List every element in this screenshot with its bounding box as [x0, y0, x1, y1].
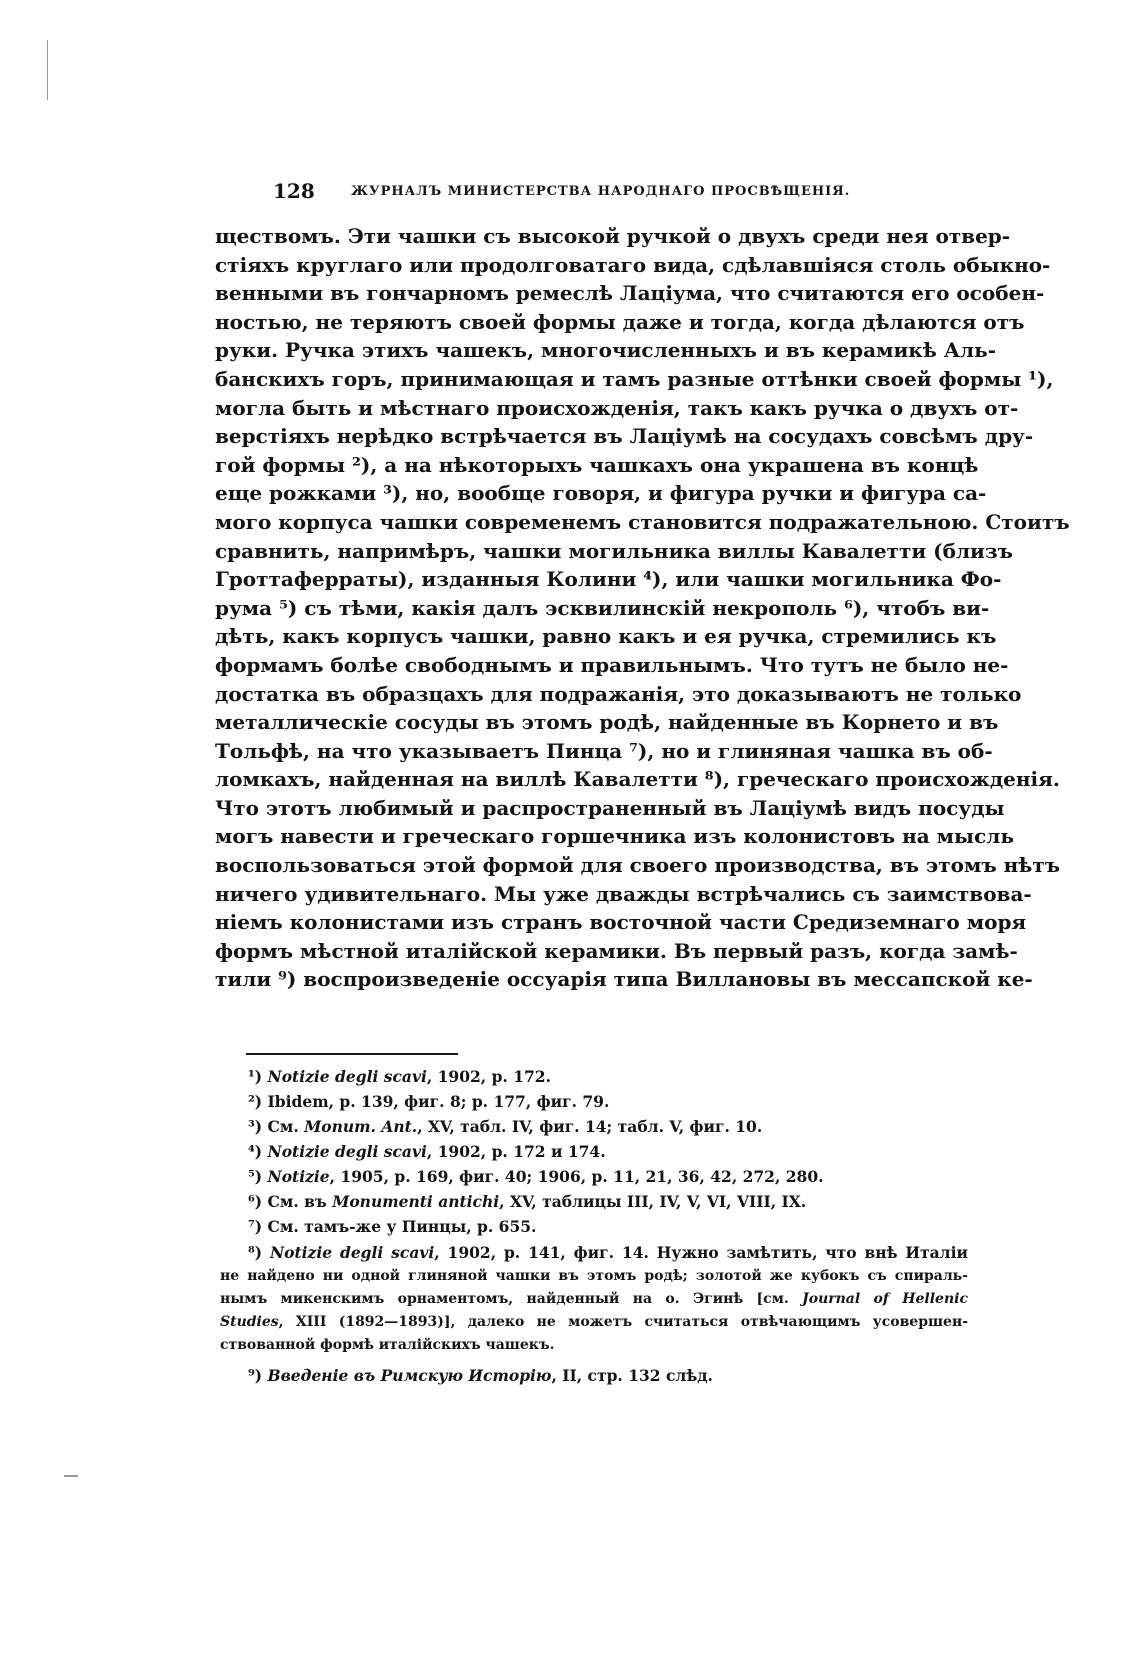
footnote-marker: ⁶)	[248, 1192, 263, 1211]
text-line: достатка въ образцахъ для подражанія, это доказываютъ не только	[215, 681, 1022, 706]
text-line: верстіяхъ нерѣдко встрѣчается въ Лаціумѣ на сосудахъ совсѣмъ дру-	[215, 424, 1034, 449]
citation-detail: , XV, таблицы III, IV, V, VI, VIII, IX.	[499, 1192, 807, 1211]
citation-title: Monum. Ant.	[304, 1117, 418, 1136]
citation-detail: , 1902, p. 141, фиг. 14. Нужно замѣтить, что внѣ Италіи	[434, 1243, 968, 1262]
text-line: руки. Ручка этихъ чашекъ, многочисленныхъ и въ керамикѣ Аль-	[215, 338, 997, 363]
footnote-divider	[246, 1053, 458, 1055]
footnote-line: не найдено ни одной глиняной чашки въ этомъ родѣ; золотой же кубокъ съ спираль-	[220, 1268, 968, 1284]
footnote-7	[248, 1214, 968, 1239]
text-line: ностью, не теряютъ своей формы даже и тогда, когда дѣлаются отъ	[215, 309, 1025, 334]
footnote-line: ствованной формѣ италійскихъ чашекъ.	[220, 1337, 555, 1353]
text-line: гой формы ²), а на нѣкоторыхъ чашкахъ она украшена въ концѣ	[215, 452, 979, 477]
text-line: могла быть и мѣстнаго происхожденія, такъ какъ ручка о двухъ от-	[215, 395, 1019, 420]
footnotes	[220, 1064, 968, 1388]
citation-detail: , 1902, p. 172.	[426, 1067, 551, 1086]
footnote-3	[248, 1114, 968, 1139]
text-line: металлическіе сосуды въ этомъ родѣ, найденные въ Корнето и въ	[215, 710, 999, 735]
page-number: 128	[273, 179, 315, 203]
citation-title: Monumenti antichi	[332, 1192, 500, 1211]
citation-title: Notizie degli scavi	[267, 1142, 427, 1161]
text-line: венными въ гончарномъ ремеслѣ Лаціума, что считаются его особен-	[215, 281, 1045, 306]
citation-title: Введеніе въ Римскую Исторію	[267, 1366, 552, 1385]
text-line: могъ навести и греческаго горшечника изъ колонистовъ на мысль	[215, 824, 1014, 849]
footnote-line	[220, 1288, 968, 1311]
text-line: банскихъ горъ, принимающая и тамъ разные оттѣнки своей формы ¹),	[215, 366, 1054, 391]
citation-detail: , XIII (1892—1893)], далеко не можетъ считаться отвѣчающимъ усовершен-	[278, 1314, 968, 1330]
citation-detail: , II, стр. 132 слѣд.	[551, 1366, 713, 1385]
footnote-6	[248, 1189, 968, 1214]
footnote-line	[248, 1240, 968, 1265]
citation-title: Notizie degli scavi	[270, 1243, 435, 1262]
page-header	[209, 176, 969, 208]
footnote-4	[248, 1139, 968, 1164]
citation-detail: , 1905, p. 169, фиг. 40; 1906, p. 11, 21, 36, 42, 272, 280.	[329, 1167, 824, 1186]
citation-detail: нымъ микенскимъ орнаментомъ, найденный на о. Эгинѣ [см.	[220, 1291, 803, 1307]
text-line: ломкахъ, найденная на виллѣ Кавалетти ⁸), греческаго происхожденія.	[215, 767, 1060, 792]
citation-title: Notizie degli scavi	[267, 1067, 427, 1086]
citation-title: Notizie	[267, 1167, 330, 1186]
text-line: ніемъ колонистами изъ странъ восточной части Средиземнаго моря	[215, 910, 1027, 935]
text-line: Тольфѣ, на что указываетъ Пинца ⁷), но и глиняная чашка въ об-	[215, 738, 993, 763]
footnote-1	[248, 1064, 968, 1089]
text-line: воспользоваться этой формой для своего производства, въ этомъ нѣтъ	[215, 853, 1061, 878]
footnote-continuation	[220, 1265, 968, 1357]
footnote-9	[248, 1363, 968, 1388]
footnote-marker: ⁹)	[248, 1366, 263, 1385]
body-text	[215, 222, 1070, 994]
footnote-marker: ⁸)	[248, 1243, 263, 1262]
footnote-2	[248, 1089, 968, 1114]
text-line: стіяхъ круглаго или продолговатаго вида, сдѣлавшіяся столь обыкно-	[215, 252, 1051, 277]
footnote-line	[220, 1311, 968, 1334]
footnote-marker: ³)	[248, 1117, 263, 1136]
citation-detail: Ibidem, p. 139, фиг. 8; p. 177, фиг. 79.	[267, 1092, 610, 1111]
scan-margin-mark	[47, 40, 48, 100]
footnote-marker: ⁴)	[248, 1142, 263, 1161]
footnote-5	[248, 1164, 968, 1189]
running-title: ЖУРНАЛЪ МИНИСТЕРСТВА НАРОДНАГО ПРОСВѢЩЕНІЯ.	[351, 184, 851, 199]
citation-detail: , 1902, p. 172 и 174.	[426, 1142, 606, 1161]
text-line: рума ⁵) съ тѣми, какія далъ эсквилинскій некрополь ⁶), чтобъ ви-	[215, 595, 990, 620]
citation-title: Journal of Hellenic	[802, 1291, 968, 1307]
citation-prefix: См. въ	[267, 1192, 333, 1211]
citation-detail: , XV, табл. IV, фиг. 14; табл. V, фиг. 10.	[417, 1117, 763, 1136]
citation-prefix: См.	[267, 1117, 305, 1136]
text-line: дѣть, какъ корпусъ чашки, равно какъ и ея ручка, стремились къ	[215, 624, 997, 649]
text-line: Что этотъ любимый и распространенный въ Лаціумѣ видъ посуды	[215, 795, 1005, 820]
footnote-marker: ²)	[248, 1092, 263, 1111]
citation-title: Studies	[220, 1314, 279, 1330]
text-line: еще рожками ³), но, вообще говоря, и фигура ручки и фигура са-	[215, 481, 987, 506]
text-line: ществомъ. Эти чашки съ высокой ручкой о двухъ среди нея отвер-	[215, 224, 1011, 248]
text-line: формъ мѣстной италійской керамики. Въ первый разъ, когда замѣ-	[215, 938, 1018, 963]
text-line: тили ⁹) воспроизведеніе оссуарія типа Виллановы въ мессапской ке-	[215, 967, 1033, 992]
footnote-marker: ⁵)	[248, 1167, 263, 1186]
citation-detail: См. тамъ-же у Пинцы, p. 655.	[267, 1217, 537, 1236]
text-line: формамъ болѣе свободнымъ и правильнымъ. Что тутъ не было не-	[215, 652, 1009, 677]
text-line: сравнить, напримѣръ, чашки могильника виллы Кавалетти (близъ	[215, 538, 1013, 563]
footnote-8	[220, 1240, 968, 1357]
text-line: Гроттаферраты), изданныя Колини ⁴), или чашки могильника Фо-	[215, 567, 1002, 592]
footnote-marker: ¹)	[248, 1067, 263, 1086]
text-line: мого корпуса чашки современемъ становится подражательною. Стоитъ	[215, 509, 1070, 534]
scan-margin-mark	[64, 1475, 78, 1477]
text-line: ничего удивительнаго. Мы уже дважды встрѣчались съ заимствова-	[215, 881, 1032, 906]
footnote-marker: ⁷)	[248, 1217, 263, 1236]
